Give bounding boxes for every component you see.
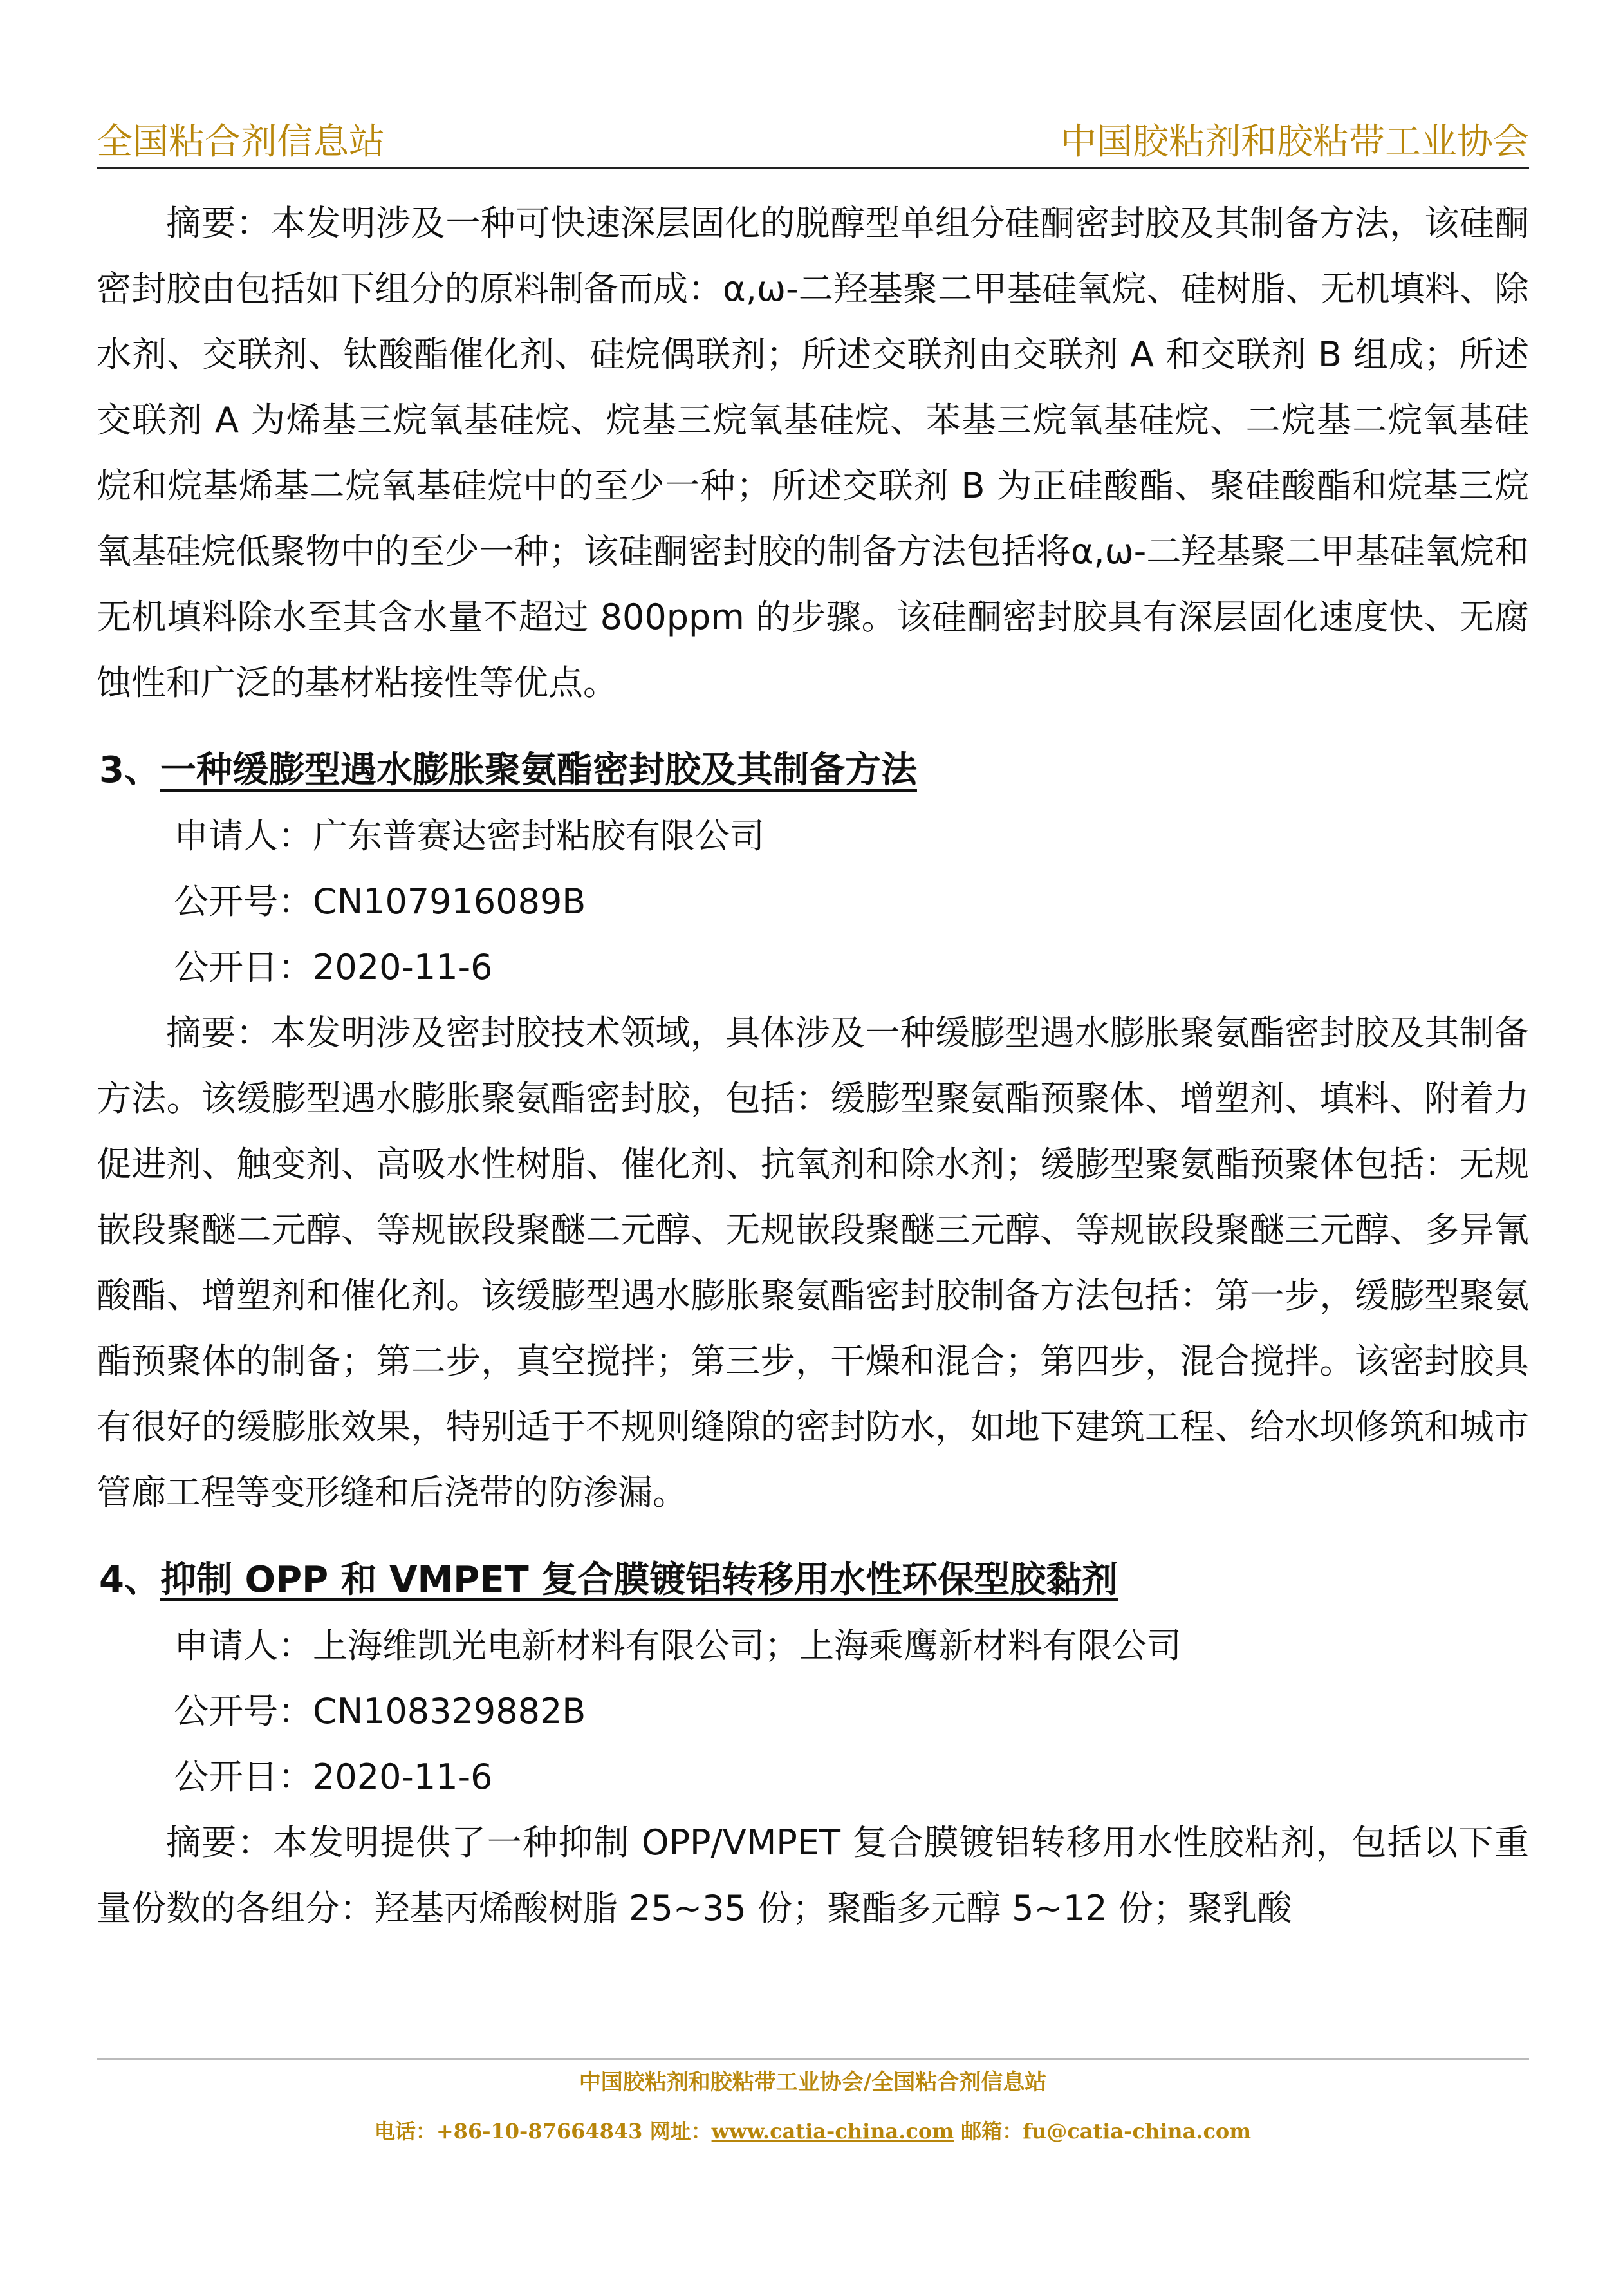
- abstract-paragraph: 摘要：本发明涉及一种可快速深层固化的脱醇型单组分硅酮密封胶及其制备方法，该硅酮密封胶由包括如下组分的原料制备而成：α,ω-二羟基聚二甲基硅氧烷、硅树脂、无机填料、除水剂、交联剂、钛酸酯催化剂、硅烷偶联剂；所述交联剂由交联剂 A 和交联剂 B 组成；所述交联剂 A 为烯基三烷氧基硅烷、烷基三烷氧基硅烷、苯基三烷氧基硅烷、二烷基二烷氧基硅烷和烷基烯基二烷氧基硅烷中的至少一种；所述交联剂 B 为正硅酸酯、聚硅酸酯和烷基三烷氧基硅烷低聚物中的至少一种；该硅酮密封胶的制备方法包括将α,ω-二羟基聚二甲基硅氧烷和无机填料除水至其含水量不超过 800ppm 的步骤。该硅酮密封胶具有深层固化速度快、无腐蚀性和广泛的基材粘接性等优点。: [97, 203, 1529, 703]
- applicant-line: 申请人：上海维凯光电新材料有限公司；上海乘鹰新材料有限公司: [174, 1625, 1182, 1666]
- section-title: 抑制 OPP 和 VMPET 复合膜镀铝转移用水性环保型胶黏剂: [160, 1559, 1118, 1601]
- section-number: 3、: [99, 749, 160, 791]
- footer-contact: [97, 2116, 1529, 2146]
- section-number: 4、: [99, 1559, 160, 1601]
- section-title: 一种缓膨型遇水膨胀聚氨酯密封胶及其制备方法: [160, 749, 917, 791]
- section-heading: [97, 738, 1529, 803]
- document-body: [97, 191, 1529, 1941]
- publication-number-line: 公开号：CN107916089B: [174, 881, 586, 922]
- page-header: [97, 111, 1529, 169]
- publication-date-line: 公开日：2020-11-6: [174, 1757, 493, 1797]
- footer-email: 邮箱：fu@catia-china.com: [954, 2119, 1252, 2143]
- abstract-paragraph: 摘要：本发明涉及密封胶技术领域，具体涉及一种缓膨型遇水膨胀聚氨酯密封胶及其制备方法。该缓膨型遇水膨胀聚氨酯密封胶，包括：缓膨型聚氨酯预聚体、增塑剂、填料、附着力促进剂、触变剂、高吸水性树脂、催化剂、抗氧剂和除水剂；缓膨型聚氨酯预聚体包括：无规嵌段聚醚二元醇、等规嵌段聚醚二元醇、无规嵌段聚醚三元醇、等规嵌段聚醚三元醇、多异氰酸酯、增塑剂和催化剂。该缓膨型遇水膨胀聚氨酯密封胶制备方法包括：第一步，缓膨型聚氨酯预聚体的制备；第二步，真空搅拌；第三步，干燥和混合；第四步，混合搅拌。该密封胶具有很好的缓膨胀效果，特别适于不规则缝隙的密封防水，如地下建筑工程、给水坝修筑和城市管廊工程等变形缝和后浇带的防渗漏。: [97, 1013, 1529, 1513]
- publication-number-line: 公开号：CN108329882B: [174, 1691, 586, 1731]
- applicant-line: 申请人：广东普赛达密封粘胶有限公司: [174, 816, 765, 856]
- page-footer: [97, 2058, 1529, 2146]
- header-site-name: 全国粘合剂信息站: [97, 121, 385, 163]
- header-association-name: 中国胶粘剂和胶粘带工业协会: [1061, 121, 1529, 163]
- section-heading: [97, 1547, 1529, 1613]
- footer-organization: 中国胶粘剂和胶粘带工业协会/全国粘合剂信息站: [579, 2069, 1047, 2095]
- abstract-paragraph: 摘要：本发明提供了一种抑制 OPP/VMPET 复合膜镀铝转移用水性胶粘剂，包括以下重量份数的各组分：羟基丙烯酸树脂 25~35 份；聚酯多元醇 5~12 份；聚乳酸: [97, 1822, 1529, 1928]
- footer-phone: 电话：+86-10-87664843 网址：: [374, 2119, 712, 2143]
- publication-date-line: 公开日：2020-11-6: [174, 947, 493, 987]
- footer-website-link[interactable]: www.catia-china.com: [711, 2119, 954, 2143]
